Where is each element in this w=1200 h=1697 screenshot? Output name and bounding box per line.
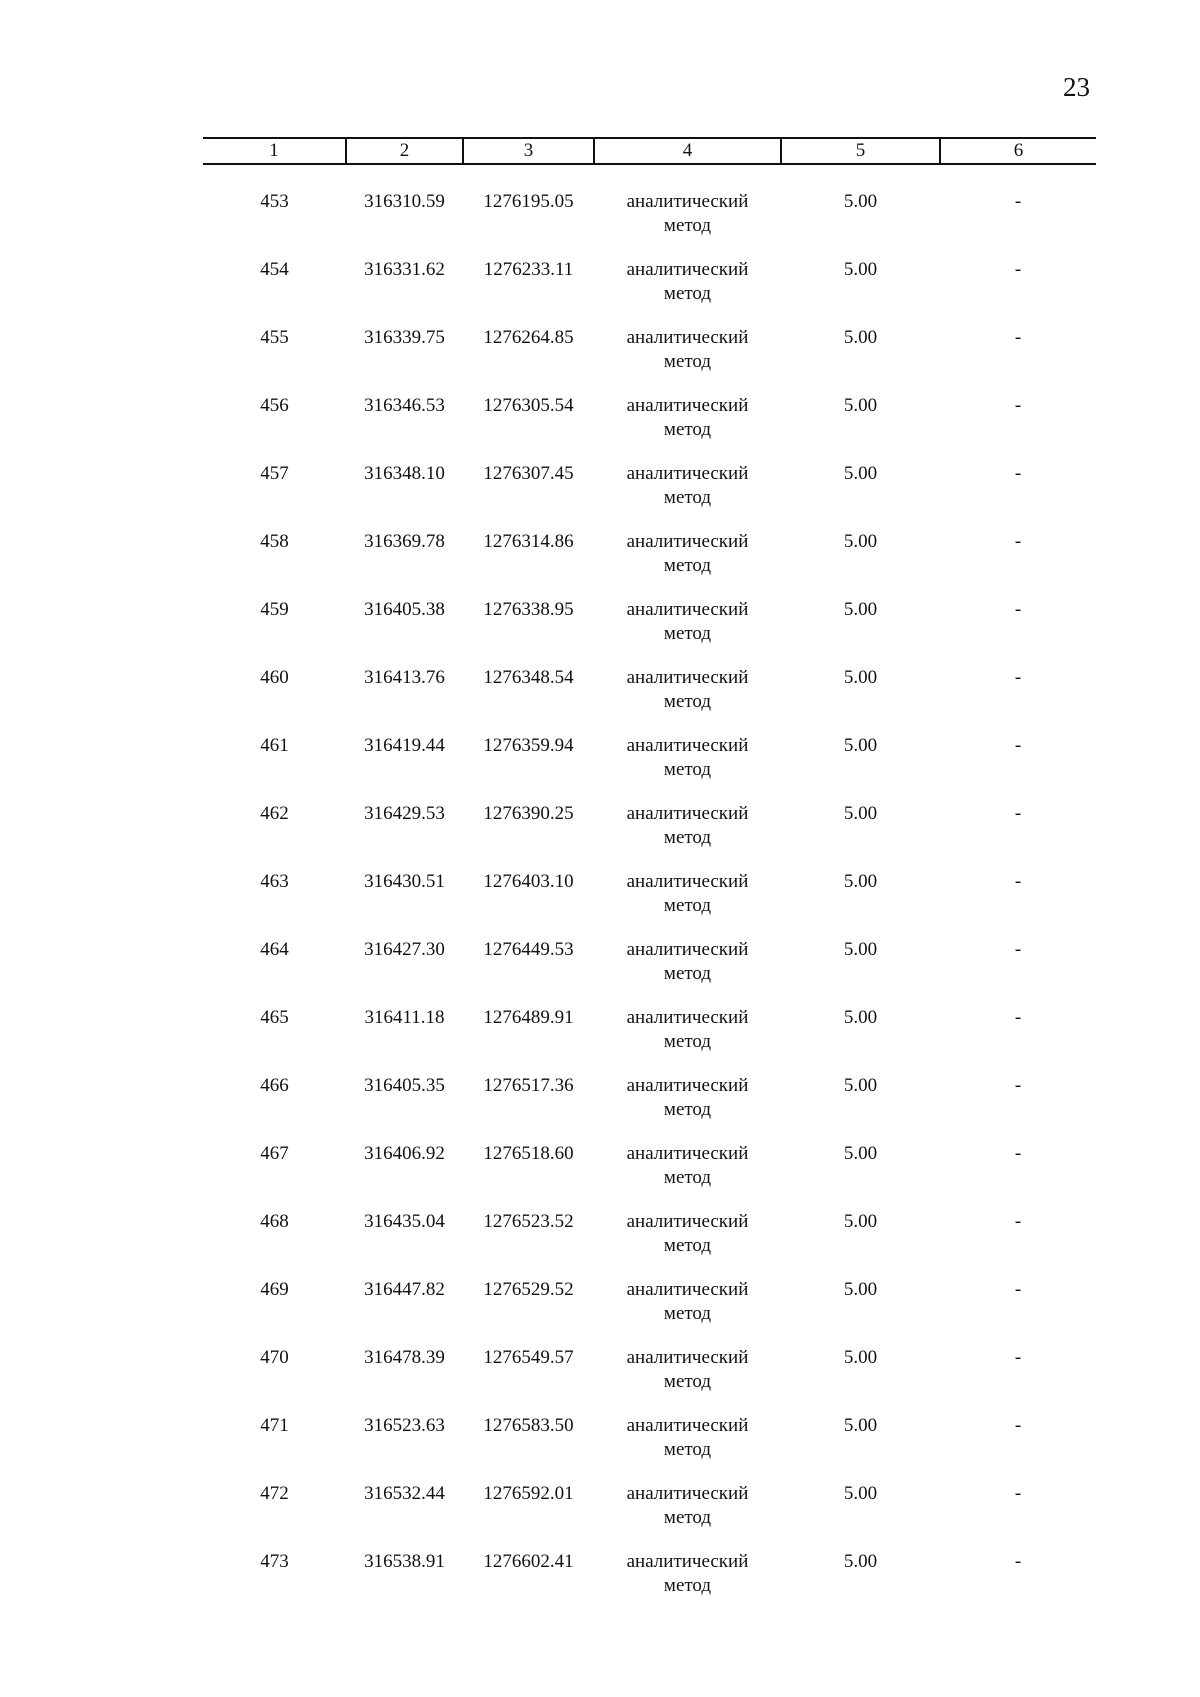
table-row: [203, 1550, 1096, 1618]
table-row: [203, 598, 1096, 666]
note-cell: -: [1014, 1483, 1022, 1504]
method-cell: [594, 734, 781, 802]
x-coordinate-cell: 316310.59: [364, 191, 445, 212]
note-cell: -: [1014, 463, 1022, 484]
note-cell: -: [1014, 1415, 1022, 1436]
method-line-1: аналитический: [626, 531, 749, 552]
method-line-2: метод: [663, 283, 712, 304]
note-cell: -: [1014, 191, 1022, 212]
note-cell: -: [1014, 1211, 1022, 1232]
table-row: [203, 1210, 1096, 1278]
x-coordinate-cell: 316346.53: [364, 395, 445, 416]
accuracy-cell: 5.00: [843, 939, 878, 960]
method-cell: [594, 938, 781, 1006]
x-coordinate-cell: 316419.44: [364, 735, 445, 756]
point-number-cell: 460: [260, 667, 289, 688]
x-coordinate-cell: 316331.62: [364, 259, 445, 280]
method-line-2: метод: [663, 1439, 712, 1460]
method-line-2: метод: [663, 895, 712, 916]
method-line-1: аналитический: [626, 667, 749, 688]
x-coordinate-cell: 316430.51: [364, 871, 445, 892]
accuracy-cell: 5.00: [843, 1483, 878, 1504]
method-line-2: метод: [663, 1235, 712, 1256]
note-cell: -: [1014, 939, 1022, 960]
accuracy-cell: 5.00: [843, 1279, 878, 1300]
method-line-1: аналитический: [626, 1143, 749, 1164]
method-line-2: метод: [663, 1507, 712, 1528]
method-line-2: метод: [663, 827, 712, 848]
method-cell: [594, 1210, 781, 1278]
accuracy-cell: 5.00: [843, 1415, 878, 1436]
method-line-2: метод: [663, 691, 712, 712]
accuracy-cell: 5.00: [843, 1211, 878, 1232]
note-cell: -: [1014, 259, 1022, 280]
accuracy-cell: 5.00: [843, 259, 878, 280]
accuracy-cell: 5.00: [843, 463, 878, 484]
method-line-2: метод: [663, 759, 712, 780]
method-line-1: аналитический: [626, 327, 749, 348]
y-coordinate-cell: 1276348.54: [483, 667, 574, 688]
method-line-1: аналитический: [626, 463, 749, 484]
accuracy-cell: 5.00: [843, 327, 878, 348]
point-number-cell: 467: [260, 1143, 289, 1164]
point-number-cell: 470: [260, 1347, 289, 1368]
accuracy-cell: 5.00: [843, 531, 878, 552]
column-header-3: 3: [463, 138, 594, 164]
table-row: [203, 938, 1096, 1006]
method-line-1: аналитический: [626, 1347, 749, 1368]
method-line-1: аналитический: [626, 599, 749, 620]
point-number-cell: 461: [260, 735, 289, 756]
point-number-cell: 457: [260, 463, 289, 484]
point-number-cell: 466: [260, 1075, 289, 1096]
note-cell: -: [1014, 599, 1022, 620]
y-coordinate-cell: 1276233.11: [483, 259, 574, 280]
table-row: [203, 326, 1096, 394]
method-cell: [594, 1414, 781, 1482]
method-cell: [594, 1346, 781, 1414]
y-coordinate-cell: 1276449.53: [483, 939, 574, 960]
method-line-1: аналитический: [626, 1279, 749, 1300]
point-number-cell: 471: [260, 1415, 289, 1436]
table-row: [203, 1006, 1096, 1074]
point-number-cell: 464: [260, 939, 289, 960]
x-coordinate-cell: 316523.63: [364, 1415, 445, 1436]
table-row: [203, 1482, 1096, 1550]
method-line-2: метод: [663, 351, 712, 372]
method-cell: [594, 1142, 781, 1210]
method-cell: [594, 326, 781, 394]
x-coordinate-cell: 316411.18: [364, 1007, 445, 1028]
accuracy-cell: 5.00: [843, 1143, 878, 1164]
method-line-2: метод: [663, 1031, 712, 1052]
y-coordinate-cell: 1276195.05: [483, 191, 574, 212]
y-coordinate-cell: 1276489.91: [483, 1007, 574, 1028]
point-number-cell: 458: [260, 531, 289, 552]
note-cell: -: [1014, 735, 1022, 756]
table-header-row: [203, 138, 1096, 164]
method-line-1: аналитический: [626, 1483, 749, 1504]
table-row: [203, 258, 1096, 326]
table-row: [203, 530, 1096, 598]
accuracy-cell: 5.00: [843, 803, 878, 824]
y-coordinate-cell: 1276314.86: [483, 531, 574, 552]
method-line-2: метод: [663, 1303, 712, 1324]
note-cell: -: [1014, 395, 1022, 416]
point-number-cell: 468: [260, 1211, 289, 1232]
method-line-1: аналитический: [626, 191, 749, 212]
note-cell: -: [1014, 803, 1022, 824]
method-line-2: метод: [663, 487, 712, 508]
method-cell: [594, 1006, 781, 1074]
method-line-1: аналитический: [626, 1415, 749, 1436]
accuracy-cell: 5.00: [843, 1007, 878, 1028]
y-coordinate-cell: 1276403.10: [483, 871, 574, 892]
y-coordinate-cell: 1276338.95: [483, 599, 574, 620]
coordinates-table: [203, 137, 1096, 1618]
y-coordinate-cell: 1276583.50: [483, 1415, 574, 1436]
x-coordinate-cell: 316435.04: [364, 1211, 445, 1232]
note-cell: -: [1014, 871, 1022, 892]
table-row: [203, 1278, 1096, 1346]
y-coordinate-cell: 1276517.36: [483, 1075, 574, 1096]
accuracy-cell: 5.00: [843, 191, 878, 212]
method-line-1: аналитический: [626, 1551, 749, 1572]
y-coordinate-cell: 1276549.57: [483, 1347, 574, 1368]
method-line-2: метод: [663, 555, 712, 576]
method-cell: [594, 462, 781, 530]
accuracy-cell: 5.00: [843, 1347, 878, 1368]
point-number-cell: 462: [260, 803, 289, 824]
y-coordinate-cell: 1276602.41: [483, 1551, 574, 1572]
point-number-cell: 469: [260, 1279, 289, 1300]
accuracy-cell: 5.00: [843, 599, 878, 620]
method-line-1: аналитический: [626, 939, 749, 960]
accuracy-cell: 5.00: [843, 1075, 878, 1096]
method-cell: [594, 802, 781, 870]
table-row: [203, 734, 1096, 802]
method-cell: [594, 394, 781, 462]
note-cell: -: [1014, 1551, 1022, 1572]
table-row: [203, 1142, 1096, 1210]
method-line-1: аналитический: [626, 735, 749, 756]
note-cell: -: [1014, 531, 1022, 552]
note-cell: -: [1014, 1279, 1022, 1300]
column-header-6: 6: [940, 138, 1096, 164]
method-line-1: аналитический: [626, 1075, 749, 1096]
accuracy-cell: 5.00: [843, 1551, 878, 1572]
method-line-2: метод: [663, 1167, 712, 1188]
x-coordinate-cell: 316429.53: [364, 803, 445, 824]
method-cell: [594, 1482, 781, 1550]
table-row: [203, 802, 1096, 870]
method-line-2: метод: [663, 419, 712, 440]
column-header-5: 5: [781, 138, 940, 164]
x-coordinate-cell: 316406.92: [364, 1143, 445, 1164]
point-number-cell: 472: [260, 1483, 289, 1504]
point-number-cell: 463: [260, 871, 289, 892]
method-cell: [594, 1278, 781, 1346]
table-row: [203, 1346, 1096, 1414]
y-coordinate-cell: 1276592.01: [483, 1483, 574, 1504]
x-coordinate-cell: 316405.35: [364, 1075, 445, 1096]
note-cell: -: [1014, 1347, 1022, 1368]
point-number-cell: 465: [260, 1007, 289, 1028]
note-cell: -: [1014, 1007, 1022, 1028]
accuracy-cell: 5.00: [843, 735, 878, 756]
x-coordinate-cell: 316478.39: [364, 1347, 445, 1368]
method-line-2: метод: [663, 1371, 712, 1392]
x-coordinate-cell: 316369.78: [364, 531, 445, 552]
header-spacer: [203, 164, 1096, 190]
y-coordinate-cell: 1276264.85: [483, 327, 574, 348]
point-number-cell: 454: [260, 259, 289, 280]
method-cell: [594, 258, 781, 326]
x-coordinate-cell: 316348.10: [364, 463, 445, 484]
method-cell: [594, 870, 781, 938]
point-number-cell: 456: [260, 395, 289, 416]
x-coordinate-cell: 316447.82: [364, 1279, 445, 1300]
y-coordinate-cell: 1276523.52: [483, 1211, 574, 1232]
table-row: [203, 870, 1096, 938]
table-body: [203, 164, 1096, 1618]
note-cell: -: [1014, 1143, 1022, 1164]
method-line-1: аналитический: [626, 395, 749, 416]
table-row: [203, 462, 1096, 530]
page-number: 23: [1063, 72, 1090, 102]
method-line-1: аналитический: [626, 1007, 749, 1028]
y-coordinate-cell: 1276305.54: [483, 395, 574, 416]
column-header-1: 1: [203, 138, 346, 164]
accuracy-cell: 5.00: [843, 871, 878, 892]
y-coordinate-cell: 1276390.25: [483, 803, 574, 824]
method-cell: [594, 598, 781, 666]
table-row: [203, 666, 1096, 734]
method-cell: [594, 1550, 781, 1618]
method-cell: [594, 666, 781, 734]
method-line-2: метод: [663, 963, 712, 984]
method-line-2: метод: [663, 1575, 712, 1596]
table-row: [203, 394, 1096, 462]
x-coordinate-cell: 316405.38: [364, 599, 445, 620]
method-line-2: метод: [663, 215, 712, 236]
point-number-cell: 473: [260, 1551, 289, 1572]
x-coordinate-cell: 316339.75: [364, 327, 445, 348]
y-coordinate-cell: 1276518.60: [483, 1143, 574, 1164]
method-line-1: аналитический: [626, 803, 749, 824]
column-header-4: 4: [594, 138, 781, 164]
note-cell: -: [1014, 327, 1022, 348]
method-cell: [594, 530, 781, 598]
point-number-cell: 455: [260, 327, 289, 348]
method-cell: [594, 1074, 781, 1142]
y-coordinate-cell: 1276359.94: [483, 735, 574, 756]
accuracy-cell: 5.00: [843, 667, 878, 688]
table-row: [203, 1414, 1096, 1482]
method-line-2: метод: [663, 1099, 712, 1120]
point-number-cell: 459: [260, 599, 289, 620]
note-cell: -: [1014, 667, 1022, 688]
accuracy-cell: 5.00: [843, 395, 878, 416]
x-coordinate-cell: 316538.91: [364, 1551, 445, 1572]
table-row: [203, 190, 1096, 258]
y-coordinate-cell: 1276529.52: [483, 1279, 574, 1300]
point-number-cell: 453: [260, 191, 289, 212]
method-line-2: метод: [663, 623, 712, 644]
x-coordinate-cell: 316413.76: [364, 667, 445, 688]
method-line-1: аналитический: [626, 871, 749, 892]
method-line-1: аналитический: [626, 1211, 749, 1232]
table-row: [203, 1074, 1096, 1142]
y-coordinate-cell: 1276307.45: [483, 463, 574, 484]
method-cell: [594, 190, 781, 258]
method-line-1: аналитический: [626, 259, 749, 280]
x-coordinate-cell: 316532.44: [364, 1483, 445, 1504]
column-header-2: 2: [346, 138, 463, 164]
x-coordinate-cell: 316427.30: [364, 939, 445, 960]
note-cell: -: [1014, 1075, 1022, 1096]
